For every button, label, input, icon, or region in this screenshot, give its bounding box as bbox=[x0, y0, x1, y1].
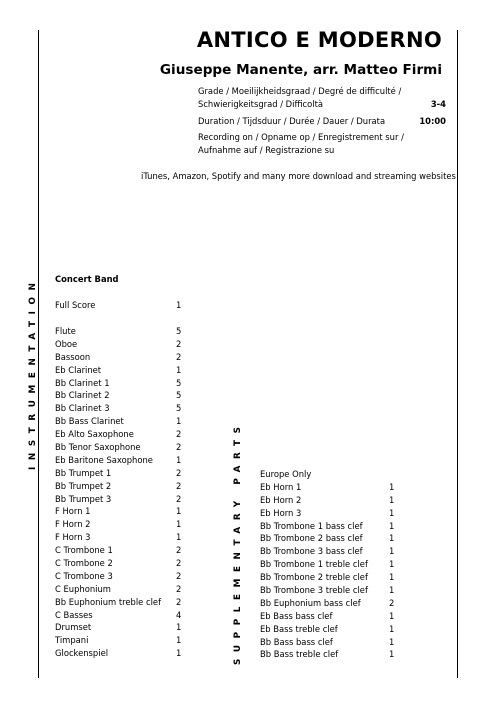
part-name: Bb Clarinet 3 bbox=[55, 403, 110, 414]
part-name: Bb Clarinet 1 bbox=[55, 377, 110, 388]
part-row bbox=[55, 596, 185, 609]
part-quantity: 1 bbox=[176, 519, 182, 530]
part-row bbox=[55, 402, 185, 415]
parts-list bbox=[55, 325, 185, 660]
part-name: Bb Trombone 1 treble clef bbox=[260, 559, 368, 570]
part-name: Oboe bbox=[55, 338, 78, 349]
part-row bbox=[55, 441, 185, 454]
part-name: Bb Bass treble clef bbox=[260, 649, 339, 660]
part-row bbox=[55, 544, 185, 557]
part-name: Timpani bbox=[55, 635, 89, 646]
part-quantity: 1 bbox=[389, 533, 395, 544]
left-divider-line bbox=[38, 30, 39, 678]
recording-row bbox=[198, 131, 428, 156]
part-row bbox=[55, 338, 185, 351]
part-name: Bb Bass Clarinet bbox=[55, 416, 124, 427]
part-row bbox=[55, 467, 185, 480]
part-name: Full Score bbox=[55, 300, 96, 310]
part-row bbox=[55, 609, 185, 622]
part-row bbox=[260, 636, 400, 649]
part-name: Bb Bass bass clef bbox=[260, 636, 333, 647]
part-quantity: 1 bbox=[176, 648, 182, 659]
part-quantity: 1 bbox=[176, 532, 182, 543]
part-row bbox=[260, 520, 400, 533]
part-quantity: 4 bbox=[176, 609, 182, 620]
part-quantity: 5 bbox=[176, 390, 182, 401]
part-name: Bb Trombone 2 bass clef bbox=[260, 533, 363, 544]
part-name: Bb Trombone 3 bass clef bbox=[260, 546, 363, 557]
part-name: Eb Horn 3 bbox=[260, 507, 302, 518]
part-quantity: 1 bbox=[389, 481, 395, 492]
part-quantity: 5 bbox=[176, 377, 182, 388]
part-quantity: 1 bbox=[176, 454, 182, 465]
instrumentation-side-label: INSTRUMENTATION bbox=[28, 276, 38, 470]
part-row bbox=[260, 532, 400, 545]
part-name: Eb Alto Saxophone bbox=[55, 429, 134, 440]
part-quantity: 1 bbox=[176, 622, 182, 633]
part-quantity: 1 bbox=[389, 649, 395, 660]
part-name: F Horn 3 bbox=[55, 532, 91, 543]
section-heading: Concert Band bbox=[55, 274, 119, 284]
part-row bbox=[260, 597, 400, 610]
part-quantity: 2 bbox=[176, 442, 182, 453]
part-row bbox=[55, 518, 185, 531]
part-row bbox=[55, 415, 185, 428]
part-quantity: 2 bbox=[176, 596, 182, 607]
part-name: Bb Trombone 1 bass clef bbox=[260, 520, 363, 531]
part-row bbox=[55, 299, 185, 312]
part-name: Bassoon bbox=[55, 351, 91, 362]
part-name: Eb Baritone Saxophone bbox=[55, 454, 153, 465]
part-row bbox=[260, 623, 400, 636]
part-quantity: 1 bbox=[389, 546, 395, 557]
part-quantity: 2 bbox=[176, 570, 182, 581]
part-row bbox=[55, 531, 185, 544]
composer-credit: Giuseppe Manente, arr. Matteo Firmi bbox=[159, 62, 442, 78]
part-row bbox=[260, 494, 400, 507]
grade-value: 3-4 bbox=[430, 98, 446, 109]
part-row bbox=[55, 377, 185, 390]
part-quantity: 1 bbox=[176, 506, 182, 517]
part-quantity: 2 bbox=[389, 597, 395, 608]
part-quantity: 1 bbox=[389, 572, 395, 583]
part-quantity: 2 bbox=[176, 338, 182, 349]
grade-row bbox=[198, 85, 446, 110]
part-name: Bb Trumpet 3 bbox=[55, 493, 112, 504]
supplementary-list bbox=[260, 468, 400, 661]
part-quantity: 1 bbox=[389, 585, 395, 596]
recording-label: Recording on / Opname op / Enregistrement sur / Aufnahme auf / Registrazione su bbox=[198, 132, 404, 155]
part-name: C Trombone 3 bbox=[55, 570, 113, 581]
part-row bbox=[55, 493, 185, 506]
part-name: Eb Bass treble clef bbox=[260, 623, 338, 634]
part-name: Glockenspiel bbox=[55, 648, 109, 659]
part-quantity: 2 bbox=[176, 429, 182, 440]
part-row bbox=[260, 545, 400, 558]
part-row bbox=[55, 621, 185, 634]
part-quantity: 1 bbox=[389, 623, 395, 634]
part-name: Bb Trumpet 1 bbox=[55, 467, 112, 478]
part-row bbox=[260, 558, 400, 571]
part-row bbox=[55, 557, 185, 570]
duration-value: 10:00 bbox=[419, 116, 446, 126]
part-quantity: 1 bbox=[389, 636, 395, 647]
part-row bbox=[55, 634, 185, 647]
part-quantity: 1 bbox=[176, 416, 182, 427]
supplementary-side-label: SUPPLEMENTARY PARTS bbox=[233, 420, 243, 665]
part-name: F Horn 2 bbox=[55, 519, 91, 530]
part-name: Flute bbox=[55, 326, 76, 336]
grade-label: Grade / Moeilijkheidsgraad / Degré de difficulté / Schwierigkeitsgrad / Difficoltà bbox=[198, 86, 402, 109]
part-row bbox=[55, 389, 185, 402]
part-row bbox=[55, 583, 185, 596]
part-row bbox=[260, 481, 400, 494]
part-row bbox=[260, 648, 400, 661]
part-name: Eb Clarinet bbox=[55, 364, 102, 375]
part-row bbox=[260, 584, 400, 597]
duration-label: Duration / Tijdsduur / Durée / Dauer / Durata bbox=[198, 116, 386, 126]
part-row bbox=[260, 571, 400, 584]
part-quantity: 1 bbox=[389, 520, 395, 531]
part-name: F Horn 1 bbox=[55, 506, 91, 517]
part-row bbox=[55, 325, 185, 338]
part-name: C Basses bbox=[55, 609, 93, 620]
part-quantity: 1 bbox=[176, 364, 182, 375]
duration-row bbox=[198, 115, 446, 128]
score-list bbox=[55, 299, 185, 312]
part-row bbox=[55, 505, 185, 518]
part-name: Eb Bass bass clef bbox=[260, 610, 333, 621]
part-name: Eb Horn 2 bbox=[260, 494, 302, 505]
part-name: Bb Euphonium bass clef bbox=[260, 597, 361, 608]
part-row bbox=[55, 647, 185, 660]
part-row bbox=[260, 468, 400, 481]
part-quantity: 2 bbox=[176, 480, 182, 491]
part-name: Bb Tenor Saxophone bbox=[55, 442, 141, 453]
part-quantity: 2 bbox=[176, 558, 182, 569]
part-quantity: 2 bbox=[176, 351, 182, 362]
part-name: C Trombone 1 bbox=[55, 545, 113, 556]
part-row bbox=[55, 454, 185, 467]
part-row bbox=[55, 351, 185, 364]
part-name: Bb Trombone 2 treble clef bbox=[260, 572, 368, 583]
part-name: Europe Only bbox=[260, 469, 312, 479]
part-name: C Trombone 2 bbox=[55, 558, 113, 569]
part-row bbox=[55, 364, 185, 377]
part-quantity: 1 bbox=[176, 300, 182, 310]
part-quantity: 2 bbox=[176, 545, 182, 556]
part-quantity: 2 bbox=[176, 583, 182, 594]
part-row bbox=[260, 507, 400, 520]
part-row bbox=[55, 570, 185, 583]
part-row bbox=[55, 428, 185, 441]
piece-title: ANTICO E MODERNO bbox=[196, 28, 442, 52]
part-quantity: 5 bbox=[176, 403, 182, 414]
part-name: Bb Clarinet 2 bbox=[55, 390, 110, 401]
part-quantity: 1 bbox=[389, 507, 395, 518]
part-quantity: 1 bbox=[389, 559, 395, 570]
streaming-platforms: iTunes, Amazon, Spotify and many more download and streaming websites bbox=[141, 171, 456, 181]
part-name: Drumset bbox=[55, 622, 92, 633]
right-divider-line bbox=[457, 30, 458, 678]
part-quantity: 1 bbox=[176, 635, 182, 646]
part-name: Bb Euphonium treble clef bbox=[55, 596, 162, 607]
part-quantity: 2 bbox=[176, 493, 182, 504]
part-quantity: 1 bbox=[389, 494, 395, 505]
part-row bbox=[55, 480, 185, 493]
part-name: Bb Trombone 3 treble clef bbox=[260, 585, 368, 596]
part-quantity: 1 bbox=[389, 610, 395, 621]
part-name: C Euphonium bbox=[55, 583, 111, 594]
part-name: Eb Horn 1 bbox=[260, 481, 302, 492]
part-quantity: 2 bbox=[176, 467, 182, 478]
part-row bbox=[260, 610, 400, 623]
part-quantity: 5 bbox=[176, 326, 182, 336]
part-name: Bb Trumpet 2 bbox=[55, 480, 112, 491]
